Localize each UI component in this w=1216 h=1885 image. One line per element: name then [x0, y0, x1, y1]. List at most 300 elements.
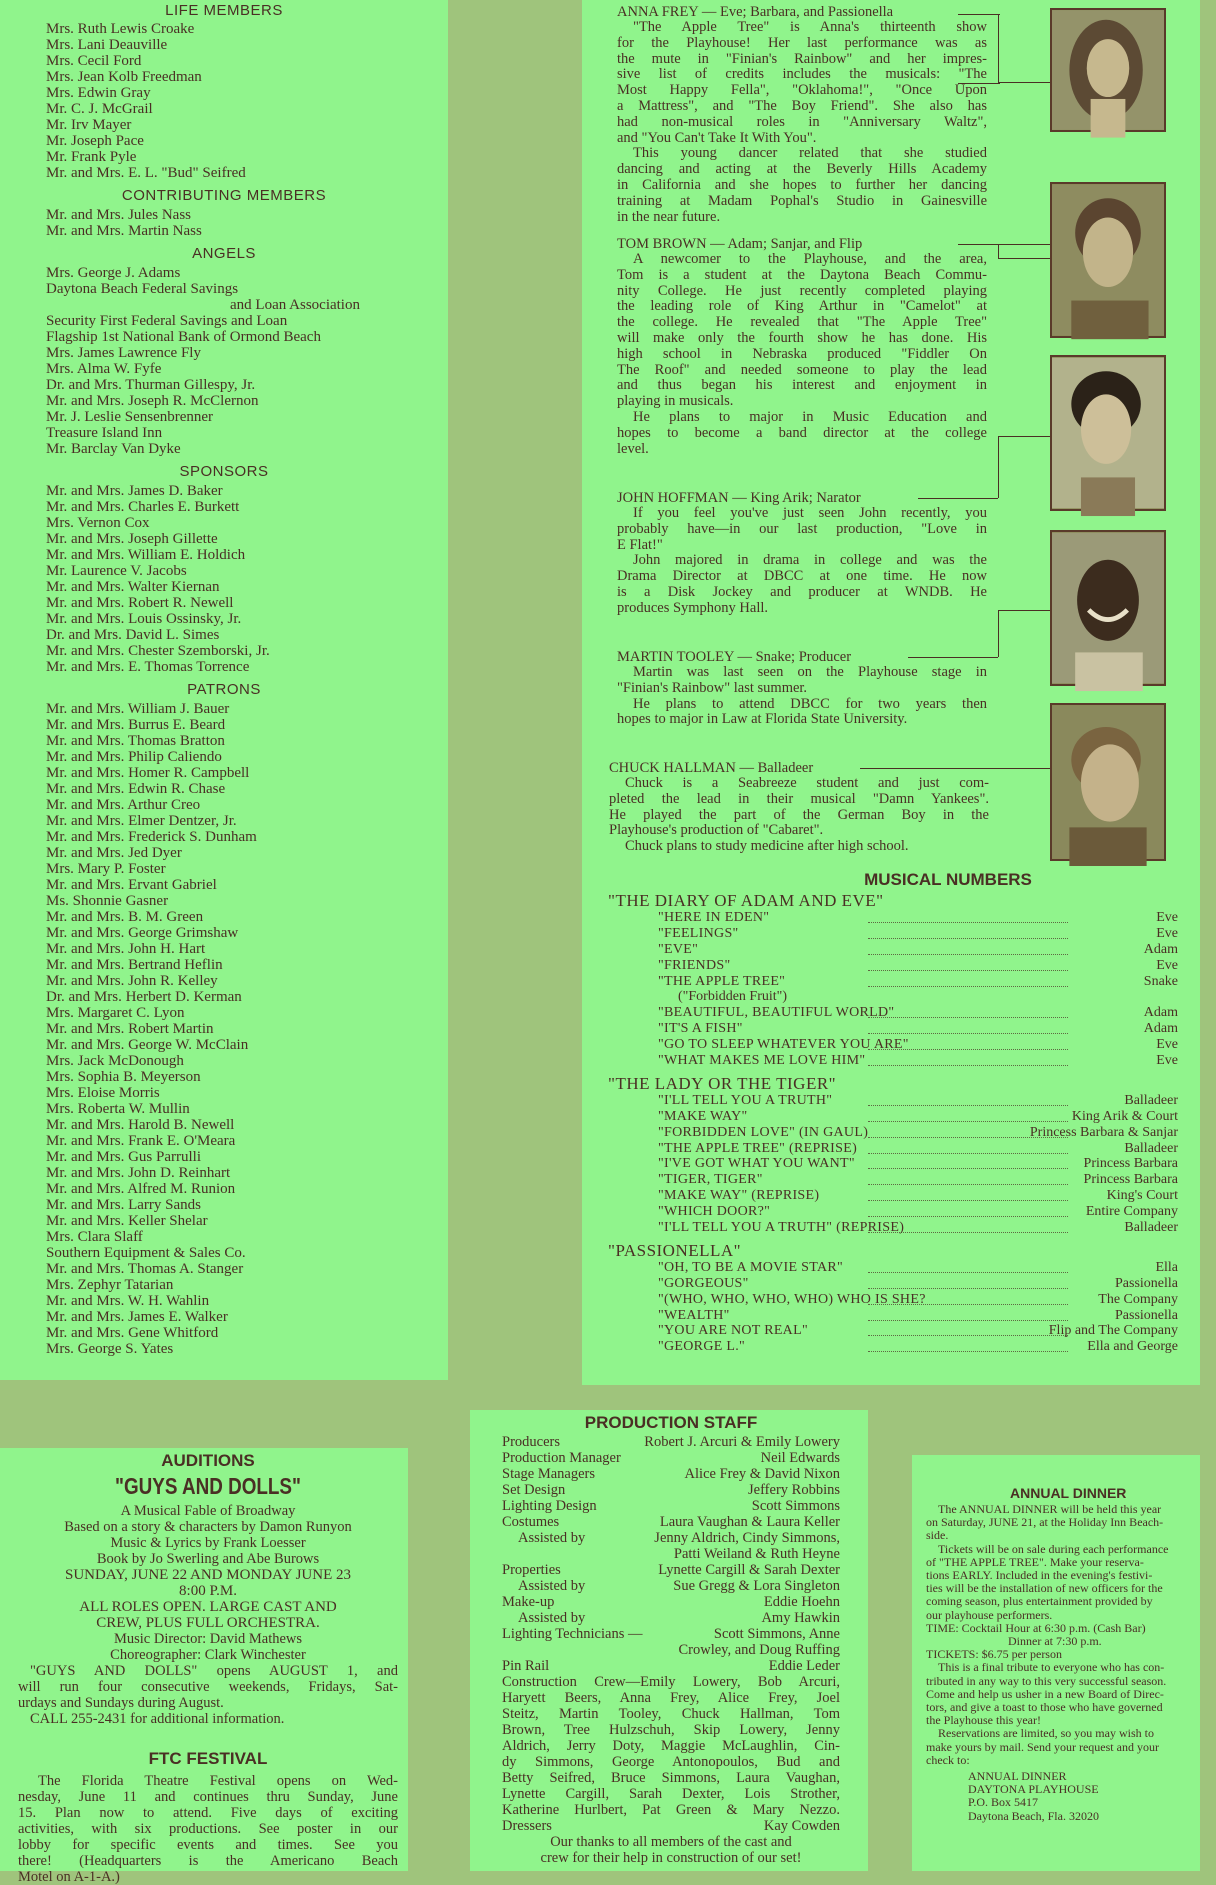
bio-line: Martin was last seen on the Playhouse stage in — [633, 664, 987, 680]
staff-role: Pin Rail — [502, 1658, 550, 1674]
dressers-row: Dressers Kay Cowden — [502, 1818, 840, 1834]
bio-line: He played the part of the German Boy in the — [609, 806, 989, 823]
connector-line — [860, 768, 1050, 770]
auditions-line: A Musical Fable of Broadway — [120, 1503, 296, 1519]
crew-line: Aldrich, Jerry Doty, Maggie McLaughlin, Cin- — [502, 1738, 840, 1754]
staff-row — [502, 1514, 840, 1530]
song-character: King Arik & Court — [1071, 1108, 1178, 1124]
member-name: Mr. and Mrs. Gene Whitford — [46, 1325, 219, 1341]
bio-line: hopes to major in Law at Florida State University. — [617, 711, 908, 728]
staff-person: Crowley, and Doug Ruffing — [678, 1642, 840, 1658]
life-members-list — [0, 21, 448, 181]
bio-line: a Mattress", and "The Boy Friend". She also has — [617, 97, 987, 114]
contributing-members-list — [0, 207, 448, 239]
member-name: Flagship 1st National Bank of Ormond Beach — [46, 329, 321, 345]
dinner-line: ties will be the installation of new officers for the — [926, 1581, 1163, 1596]
member-name: Mr. and Mrs. E. Thomas Torrence — [46, 659, 250, 675]
staff-person: Amy Hawkin — [761, 1610, 840, 1626]
bio-line: high school in Nebraska produced "Fiddler On — [617, 345, 987, 362]
auditions-line: Choreographer: Clark Winchester — [110, 1647, 306, 1663]
dot-leader — [868, 1335, 1068, 1336]
song-character: Eve — [1156, 1053, 1178, 1069]
connector-line — [998, 82, 1050, 84]
staff-row — [502, 1450, 840, 1466]
member-name: Mrs. George S. Yates — [46, 1341, 174, 1357]
song-character: Eve — [1156, 957, 1178, 973]
act-title: "THE LADY OR THE TIGER" — [608, 1073, 837, 1093]
member-name: Mr. and Mrs. John H. Hart — [46, 941, 206, 957]
act-title: "THE DIARY OF ADAM AND EVE" — [608, 891, 884, 910]
song-character: Passionella — [1115, 1307, 1178, 1323]
song-row — [608, 1188, 1178, 1204]
dinner-line: tors, and give a toast to those who have governed — [926, 1700, 1163, 1715]
staff-row — [502, 1466, 840, 1482]
song-character: Ella and George — [1087, 1339, 1178, 1355]
member-name: Daytona Beach Federal Savings — [46, 281, 239, 297]
member-name: Mrs. James Lawrence Fly — [46, 345, 201, 361]
song-row — [608, 1308, 1178, 1324]
address-line: P.O. Box 5417 — [968, 1795, 1039, 1810]
member-name: Mrs. Sophia B. Meyerson — [46, 1069, 201, 1085]
member-name: Mr. and Mrs. Ervant Gabriel — [46, 877, 217, 893]
member-name: Mr. and Mrs. Alfred M. Runion — [46, 1181, 236, 1197]
member-name: Mr. C. J. McGrail — [46, 101, 153, 117]
connector-line — [998, 610, 1000, 657]
song-row — [608, 1021, 1178, 1037]
song-title: "THE APPLE TREE" — [658, 973, 786, 989]
portrait-martin-tooley — [1050, 530, 1166, 686]
song-character: Balladeer — [1124, 1220, 1178, 1236]
member-name: Mrs. Zephyr Tatarian — [46, 1277, 174, 1293]
sponsors-list — [0, 483, 448, 675]
member-name: Mr. and Mrs. Chester Szemborski, Jr. — [46, 643, 270, 659]
crew-line: Steitz, Martin Tooley, Chuck Hallman, Tom — [502, 1706, 840, 1722]
life-members-title: LIFE MEMBERS — [165, 2, 283, 19]
staff-person: Jeffery Robbins — [748, 1482, 840, 1498]
connector-line — [998, 244, 1000, 258]
staff-row — [502, 1498, 840, 1514]
bio-line: is a Disk Jockey and producer at WNDB. He — [617, 583, 987, 600]
member-name: Dr. and Mrs. Herbert D. Kerman — [46, 989, 242, 1005]
dinner-line: tions EARLY. Included in the evening's festivi- — [926, 1568, 1153, 1583]
dot-leader — [868, 1049, 1068, 1050]
song-row — [608, 1260, 1178, 1276]
song-title: "WHAT MAKES ME LOVE HIM" — [658, 1053, 866, 1069]
dinner-line: make yours by mail. Send your request and your — [926, 1739, 1159, 1754]
portrait-john-hoffman — [1050, 355, 1166, 511]
member-name: Mr. and Mrs. Louis Ossinsky, Jr. — [46, 611, 242, 627]
staff-row — [502, 1658, 840, 1674]
bio-line: the leading role of King Arthur in "Camelot" at — [617, 298, 987, 315]
member-name: Mr. Laurence V. Jacobs — [46, 563, 187, 579]
song-character: Snake — [1143, 973, 1178, 989]
member-name: Mrs. Mary P. Foster — [46, 861, 166, 877]
member-name: Mr. and Mrs. James D. Baker — [46, 483, 223, 499]
connector-line — [918, 498, 998, 500]
auditions-title: AUDITIONS — [161, 1451, 255, 1470]
connector-line — [998, 14, 1000, 82]
auditions-line: urdays and Sundays during August. — [18, 1695, 224, 1711]
staff-person: Sue Gregg & Lora Singleton — [673, 1578, 840, 1594]
song-title: "BEAUTIFUL, BEAUTIFUL WORLD" — [658, 1005, 895, 1021]
member-name: Dr. and Mrs. Thurman Gillespy, Jr. — [46, 377, 256, 393]
song-character: Princess Barbara — [1083, 1172, 1178, 1188]
dot-leader — [868, 1351, 1068, 1352]
staff-role: Set Design — [502, 1482, 566, 1498]
staff-person: Neil Edwards — [760, 1450, 840, 1466]
staff-person: Scott Simmons, Anne — [713, 1626, 840, 1642]
member-name: Ms. Shonnie Gasner — [46, 893, 169, 909]
bio-line: He plans to attend DBCC for two years then — [633, 695, 987, 712]
song-title: "WEALTH" — [658, 1307, 730, 1323]
member-name: Mr. and Mrs. Jules Nass — [46, 207, 191, 223]
song-character: Adam — [1143, 1005, 1178, 1021]
member-name: Mr. and Mrs. George W. McClain — [46, 1037, 249, 1053]
dinner-line: of "THE APPLE TREE". Make your reserva- — [926, 1554, 1144, 1569]
production-staff-panel — [470, 1410, 868, 1871]
song-title: "HERE IN EDEN" — [658, 910, 770, 925]
dinner-line: Come and help us usher in a new Board of Direc- — [926, 1686, 1164, 1701]
staff-role: Producers — [502, 1434, 560, 1450]
dinner-line: Reservations are limited, so you may wish to — [938, 1726, 1154, 1741]
song-character: Balladeer — [1124, 1140, 1178, 1156]
bio-line: level. — [617, 440, 649, 457]
bio-line: the mute in "Finian's Rainbow" and her impres- — [617, 50, 987, 67]
dot-leader — [868, 1288, 1068, 1289]
staff-role: Make-up — [502, 1594, 555, 1610]
auditions-line: Music & Lyrics by Frank Loesser — [110, 1535, 306, 1551]
member-name: Mr. and Mrs. Robert Martin — [46, 1021, 214, 1037]
staff-row — [502, 1562, 840, 1578]
dot-leader — [868, 1033, 1068, 1034]
song-row — [608, 1323, 1178, 1339]
construction-crew — [502, 1674, 840, 1818]
song-character: The Company — [1098, 1291, 1178, 1307]
member-name: Mr. and Mrs. Thomas Bratton — [46, 733, 225, 749]
song-title: "MAKE WAY" (REPRISE) — [658, 1188, 820, 1204]
bio-line: had non-musical roles in "Anniversary Waltz", — [617, 113, 987, 130]
auditions-panel — [0, 1448, 408, 1885]
bio-line: in California and she hopes to further her dancing — [617, 176, 987, 193]
dot-leader — [868, 1153, 1068, 1154]
member-name: Mr. and Mrs. William E. Holdich — [46, 547, 246, 563]
bio-line: will make only the fourth show he has done. His — [617, 329, 987, 346]
song-character: Flip and The Company — [1048, 1323, 1178, 1339]
ftc-line: The Florida Theatre Festival opens on Wed- — [38, 1773, 398, 1789]
member-name: Mr. and Mrs. Philip Caliendo — [46, 749, 222, 765]
member-name: Security First Federal Savings and Loan — [46, 313, 288, 329]
song-title: "I'VE GOT WHAT YOU WANT" — [658, 1156, 855, 1172]
dot-leader — [868, 1304, 1068, 1305]
ftc-line: there! (Headquarters is the Americano Beach — [18, 1853, 398, 1869]
staff-role: Stage Managers — [502, 1466, 596, 1482]
member-name: Mr. and Mrs. Keller Shelar — [46, 1213, 208, 1229]
song-character: King's Court — [1106, 1188, 1178, 1204]
staff-row — [502, 1610, 840, 1626]
member-name: Mr. and Mrs. Elmer Dentzer, Jr. — [46, 813, 237, 829]
cast-lead: CHUCK HALLMAN — Balladeer — [609, 760, 814, 776]
bio-line: This young dancer related that she studied — [633, 145, 987, 162]
member-name: Mrs. Ruth Lewis Croake — [46, 21, 195, 37]
dot-leader — [868, 1121, 1068, 1122]
member-name: Mrs. Lani Deauville — [46, 37, 168, 53]
member-name: Mr. and Mrs. B. M. Green — [46, 909, 204, 925]
song-row — [608, 1276, 1178, 1292]
member-name: Mr. and Mrs. Charles E. Burkett — [46, 499, 240, 515]
cast-bio-text — [617, 506, 987, 617]
member-name: Mr. and Mrs. Larry Sands — [46, 1197, 201, 1213]
bio-line: pleted the lead in their musical "Damn Yankees". — [609, 790, 989, 807]
song-character: Balladeer — [1124, 1092, 1178, 1108]
song-row — [608, 1093, 1178, 1109]
staff-row — [502, 1546, 840, 1562]
member-name: Mr. and Mrs. Joseph Gillette — [46, 531, 218, 547]
cast-lead: TOM BROWN — Adam; Sanjar, and Flip — [617, 236, 863, 252]
dinner-line: tributed in any way to this very successful season. — [926, 1673, 1167, 1688]
member-name: Mr. and Mrs. E. L. "Bud" Seifred — [46, 165, 246, 181]
angels-list — [0, 265, 448, 457]
crew-line: Lynette Cargill, Sarah Dexter, Lois Strother, — [502, 1786, 840, 1802]
song-title: "(WHO, WHO, WHO, WHO) WHO IS SHE? — [658, 1291, 926, 1307]
cast-bio-text — [609, 776, 989, 855]
song-character: Entire Company — [1085, 1204, 1178, 1220]
bio-line: "Finian's Rainbow" last summer. — [617, 679, 808, 696]
song-title: "TIGER, TIGER" — [658, 1172, 763, 1188]
song-title: "EVE" — [658, 941, 699, 957]
song-row — [608, 910, 1178, 926]
dot-leader — [868, 1232, 1068, 1233]
song-row — [608, 989, 1178, 1005]
bio-line: Drama Director at DBCC at one time. He now — [617, 568, 987, 585]
bio-line: training at Madam Pophal's Studio in Gainesville — [617, 192, 987, 209]
song-character: Princess Barbara — [1083, 1156, 1178, 1172]
staff-row — [502, 1626, 840, 1642]
song-title: "GEORGE L." — [658, 1339, 746, 1355]
cast-bio-text — [617, 20, 987, 225]
auditions-line: CALL 255-2431 for additional information. — [30, 1711, 285, 1727]
contributing-members-title: CONTRIBUTING MEMBERS — [121, 187, 327, 204]
bio-line: John majored in drama in college and was the — [633, 552, 987, 569]
member-name: Mr. and Mrs. Edwin R. Chase — [46, 781, 226, 797]
dot-leader — [868, 1017, 1068, 1018]
member-name: and Loan Association — [230, 297, 360, 313]
member-name: Mr. and Mrs. Homer R. Campbell — [46, 765, 250, 781]
song-title: "FORBIDDEN LOVE" (IN GAUL) — [658, 1124, 869, 1140]
cast-bio — [617, 236, 987, 457]
song-title: "I'LL TELL YOU A TRUTH" — [658, 1092, 833, 1108]
bio-line: in the near future. — [617, 208, 721, 225]
bio-line: Chuck is a Seabreeze student and just com- — [625, 775, 989, 791]
staff-role: Assisted by — [518, 1530, 586, 1546]
dinner-line: TICKETS: $6.75 per person — [926, 1647, 1062, 1662]
song-row — [608, 1053, 1178, 1069]
song-row — [608, 1005, 1178, 1021]
auditions-line: Music Director: David Mathews — [113, 1631, 303, 1647]
member-name: Mrs. Jean Kolb Freedman — [46, 69, 202, 85]
dot-leader — [868, 970, 1068, 971]
bio-line: Most Happy Fella", "Oklahoma!", "Once Upon — [617, 82, 987, 99]
annual-dinner-address — [926, 1770, 1200, 1823]
staff-role: Properties — [502, 1562, 561, 1578]
musical-numbers — [608, 870, 1178, 1355]
member-name: Mr. and Mrs. George Grimshaw — [46, 925, 239, 941]
member-name: Mr. Barclay Van Dyke — [46, 441, 181, 457]
ftc-festival-text — [18, 1773, 398, 1885]
dot-leader — [868, 1065, 1068, 1066]
dot-leader — [868, 954, 1068, 955]
song-title: ("Forbidden Fruit") — [678, 989, 788, 1005]
connector-line — [958, 244, 1050, 259]
song-title: "I'LL TELL YOU A TRUTH" (REPRISE) — [658, 1220, 905, 1236]
staff-row — [502, 1482, 840, 1498]
song-title: "OH, TO BE A MOVIE STAR" — [658, 1259, 844, 1275]
staff-person: Jenny Aldrich, Cindy Simmons, — [654, 1530, 840, 1546]
dot-leader — [868, 1216, 1068, 1217]
crew-line: Construction Crew—Emily Lowery, Bob Arcuri, — [502, 1674, 840, 1690]
member-name: Mr. and Mrs. Frederick S. Dunham — [46, 829, 257, 845]
member-name: Mr. and Mrs. Thomas A. Stanger — [46, 1261, 244, 1277]
member-name: Mrs. Clara Slaff — [46, 1229, 143, 1245]
member-name: Mrs. Vernon Cox — [46, 515, 150, 531]
dinner-line: check to: — [926, 1752, 970, 1767]
portrait-tom-brown — [1050, 182, 1166, 338]
staff-person: Scott Simmons — [751, 1498, 840, 1514]
member-name: Mr. and Mrs. Martin Nass — [46, 223, 202, 239]
song-row — [608, 1220, 1178, 1236]
patrons-list — [0, 701, 448, 1357]
song-row — [608, 1204, 1178, 1220]
cast-bio — [609, 760, 989, 855]
staff-thanks — [502, 1834, 840, 1866]
member-name: Treasure Island Inn — [46, 425, 163, 441]
bio-line: the college. He revealed that "The Apple Tree" — [617, 314, 987, 331]
song-row — [608, 974, 1178, 990]
cast-lead: MARTIN TOOLEY — Snake; Producer — [617, 649, 852, 665]
staff-role: Production Manager — [502, 1450, 621, 1466]
dinner-line: the Playhouse this year! — [926, 1713, 1041, 1728]
portrait-anna-frey — [1050, 8, 1166, 132]
dinner-line: TIME: Cocktail Hour at 6:30 p.m. (Cash Bar) — [926, 1620, 1146, 1635]
dot-leader — [868, 1168, 1068, 1169]
connector-line — [998, 436, 1050, 438]
member-name: Mr. and Mrs. John D. Reinhart — [46, 1165, 231, 1181]
song-title: "IT'S A FISH" — [658, 1021, 743, 1037]
crew-line: Katherine Hurlbert, Pat Green & Mary Nezzo. — [502, 1802, 840, 1818]
bio-line: hopes to become a band director at the college — [617, 424, 987, 441]
member-name: Mrs. George J. Adams — [46, 265, 181, 281]
connector-line — [958, 14, 1000, 84]
dot-leader — [868, 986, 1068, 987]
cast-bio-text — [617, 665, 987, 728]
crew-line: Haryett Beers, Anna Frey, Alice Frey, Joel — [502, 1690, 840, 1706]
thanks-line: Our thanks to all members of the cast and — [550, 1834, 792, 1850]
ftc-line: 15. Plan now to attend. Five days of exciting — [18, 1805, 398, 1821]
staff-person: Eddie Leder — [768, 1658, 840, 1674]
dot-leader — [868, 1320, 1068, 1321]
dot-leader — [868, 938, 1068, 939]
bio-line: E Flat!" — [617, 536, 663, 553]
cast-lead: ANNA FREY — Eve; Barbara, and Passionella — [617, 4, 894, 20]
auditions-line: "GUYS AND DOLLS" opens AUGUST 1, and — [30, 1663, 398, 1679]
auditions-line: 8:00 P.M. — [179, 1583, 237, 1599]
song-character: Ella — [1155, 1259, 1178, 1275]
angels-title: ANGELS — [192, 245, 256, 262]
member-name: Mr. and Mrs. Arthur Creo — [46, 797, 201, 813]
bio-line: The Roof" and needed someone to play the lead — [617, 361, 987, 378]
staff-role: Costumes — [502, 1514, 560, 1530]
member-name: Mr. and Mrs. Harold B. Newell — [46, 1117, 235, 1133]
song-row — [608, 1339, 1178, 1355]
auditions-line: CREW, PLUS FULL ORCHESTRA. — [96, 1615, 320, 1631]
connector-line — [998, 436, 1000, 498]
member-name: Mr. Joseph Pace — [46, 133, 144, 149]
member-name: Mr. and Mrs. Gus Parrulli — [46, 1149, 201, 1165]
dinner-line: Tickets will be on sale during each performance — [938, 1541, 1169, 1556]
song-character: Eve — [1156, 925, 1178, 941]
song-character: Adam — [1143, 941, 1178, 957]
cast-bio — [617, 649, 987, 728]
auditions-text — [18, 1503, 398, 1727]
member-name: Dr. and Mrs. David L. Simes — [46, 627, 220, 643]
portrait-chuck-hallman — [1050, 703, 1166, 861]
bio-line: nity College. He just recently completed playing — [617, 282, 987, 299]
staff-person: Eddie Hoehn — [763, 1594, 840, 1610]
staff-row — [502, 1434, 840, 1450]
member-name: Mr. and Mrs. W. H. Wahlin — [46, 1293, 210, 1309]
ftc-line: nesday, June 11 and continues thru Sunday, June — [18, 1789, 398, 1805]
annual-dinner-title: ANNUAL DINNER — [1010, 1485, 1127, 1501]
auditions-line: ALL ROLES OPEN. LARGE CAST AND — [79, 1599, 337, 1615]
member-name: Mrs. Cecil Ford — [46, 53, 142, 69]
song-title: "GO TO SLEEP WHATEVER YOU ARE" — [658, 1037, 909, 1053]
staff-row — [502, 1594, 840, 1610]
bio-line: Tom is a student at the Daytona Beach Commu- — [617, 266, 987, 283]
sponsors-title: SPONSORS — [179, 463, 269, 480]
connector-line — [998, 610, 1050, 612]
staff-person: Alice Frey & David Nixon — [684, 1466, 840, 1482]
song-row — [608, 958, 1178, 974]
ftc-line: activities, with six productions. See poster in our — [18, 1821, 398, 1837]
staff-credits — [502, 1434, 840, 1674]
members-panel — [0, 0, 448, 1380]
member-name: Mrs. Jack McDonough — [46, 1053, 184, 1069]
member-name: Mr. and Mrs. Robert R. Newell — [46, 595, 234, 611]
dinner-line: coming season, plus entertainment provided by — [926, 1594, 1153, 1609]
member-name: Mrs. Edwin Gray — [46, 85, 151, 101]
cast-bio-text — [617, 252, 987, 457]
staff-person: Robert J. Arcuri & Emily Lowery — [644, 1434, 840, 1450]
connector-line — [998, 258, 1050, 260]
auditions-line: Based on a story & characters by Damon Runyon — [64, 1519, 352, 1535]
song-row — [608, 1141, 1178, 1157]
patrons-title: PATRONS — [187, 681, 261, 698]
song-row — [608, 1292, 1178, 1308]
cast-lead: JOHN HOFFMAN — King Arik; Narator — [617, 490, 861, 506]
member-name: Mrs. Roberta W. Mullin — [46, 1101, 190, 1117]
production-staff-title: PRODUCTION STAFF — [584, 1413, 758, 1432]
member-name: Mr. Irv Mayer — [46, 117, 132, 133]
auditions-show-title: "GUYS AND DOLLS" — [115, 1473, 301, 1499]
cast-bio — [617, 490, 987, 617]
dot-leader — [868, 1200, 1068, 1201]
staff-role: Lighting Technicians — — [502, 1626, 643, 1642]
member-name: Mr. and Mrs. Frank E. O'Meara — [46, 1133, 236, 1149]
staff-person: Lynette Cargill & Sarah Dexter — [658, 1562, 840, 1578]
song-row — [608, 942, 1178, 958]
annual-dinner-panel — [912, 1455, 1200, 1871]
member-name: Mr. Frank Pyle — [46, 149, 137, 165]
ftc-line: Motel on A-1-A.) — [18, 1869, 120, 1885]
